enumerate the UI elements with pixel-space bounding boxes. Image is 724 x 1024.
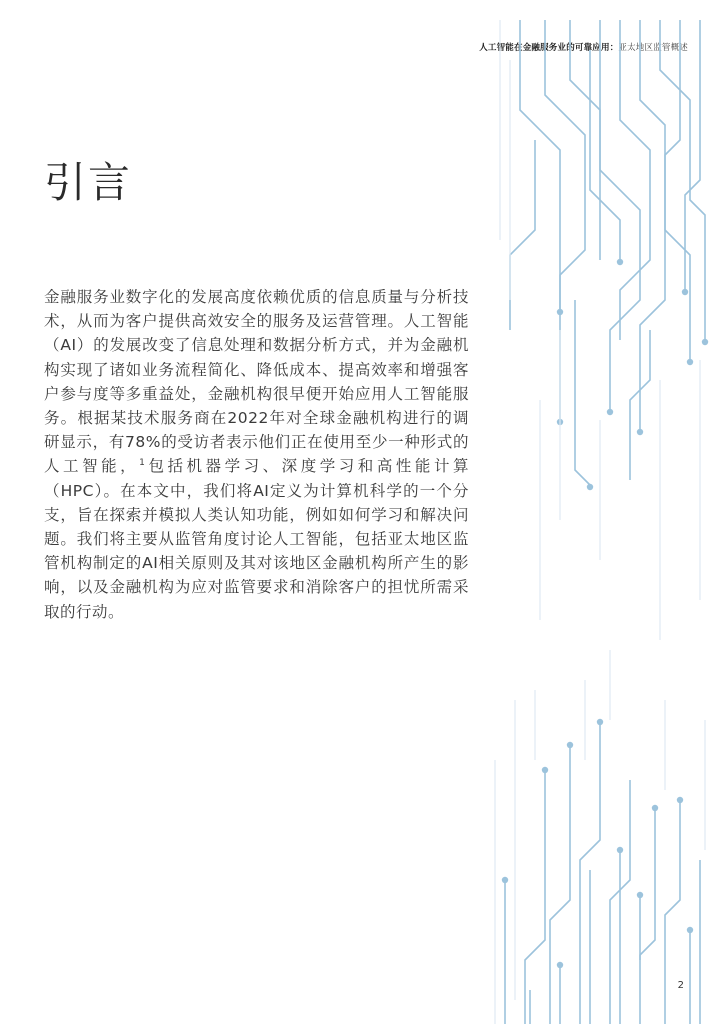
footnote-reference: 1 bbox=[139, 458, 146, 469]
circuit-node bbox=[682, 289, 688, 295]
circuit-node bbox=[652, 805, 658, 811]
circuit-line bbox=[575, 300, 590, 485]
circuit-node bbox=[617, 259, 623, 265]
intro-paragraph bbox=[44, 285, 469, 624]
circuit-node bbox=[567, 742, 573, 748]
circuit-node bbox=[607, 409, 613, 415]
circuit-line bbox=[620, 20, 650, 340]
circuit-node bbox=[542, 767, 548, 773]
circuit-line bbox=[525, 770, 545, 1024]
page-number: 2 bbox=[677, 980, 684, 991]
circuit-line bbox=[685, 20, 700, 290]
circuit-node bbox=[637, 429, 643, 435]
circuit-line bbox=[640, 20, 680, 430]
circuit-line bbox=[545, 20, 585, 420]
circuit-line bbox=[520, 20, 560, 310]
circuit-line bbox=[640, 808, 655, 1024]
circuit-node bbox=[587, 484, 593, 490]
circuit-node bbox=[597, 719, 603, 725]
circuit-node bbox=[637, 892, 643, 898]
page-title: 引言 bbox=[44, 158, 133, 207]
circuit-node bbox=[687, 359, 693, 365]
circuit-node bbox=[702, 339, 708, 345]
circuit-node bbox=[557, 962, 563, 968]
header-title-bold: 人工智能在金融服务业的可靠应用： bbox=[479, 43, 619, 53]
circuit-node bbox=[617, 847, 623, 853]
intro-paragraph-part1: 金融服务业数字化的发展高度依赖优质的信息质量与分析技术，从而为客户提供高效安全的服务及运营管理。人工智能（AI）的发展改变了信息处理和数据分析方式，并为金融机构实现了诸如业务流程简化、降低成本、提高效率和增强客户参与度等多重益处，金融机构很早便开始应用人工智能服务。根据某技术服务商在2022年对全球金融机构进行的调研显示，有78%的受访者表示他们正在使用至少一种形式的人工智能， bbox=[44, 288, 469, 476]
intro-paragraph-part2: 包括机器学习、深度学习和高性能计算（HPC）。在本文中，我们将AI定义为计算机科学的一个分支，旨在探索并模拟人类认知功能，例如如何学习和解决问题。我们将主要从监管角度讨论人工智能，包括亚太地区监管机构制定的AI相关原则及其对该地区金融机构所产生的影响，以及金融机构为应对监管要求和消除客户的担忧所需采取的行动。 bbox=[44, 457, 469, 621]
circuit-line bbox=[590, 50, 620, 260]
circuit-node bbox=[677, 797, 683, 803]
circuit-node bbox=[502, 877, 508, 883]
header-title-subtitle: 亚太地区监管概述 bbox=[618, 43, 688, 53]
circuit-node bbox=[687, 927, 693, 933]
circuit-line bbox=[510, 140, 535, 330]
